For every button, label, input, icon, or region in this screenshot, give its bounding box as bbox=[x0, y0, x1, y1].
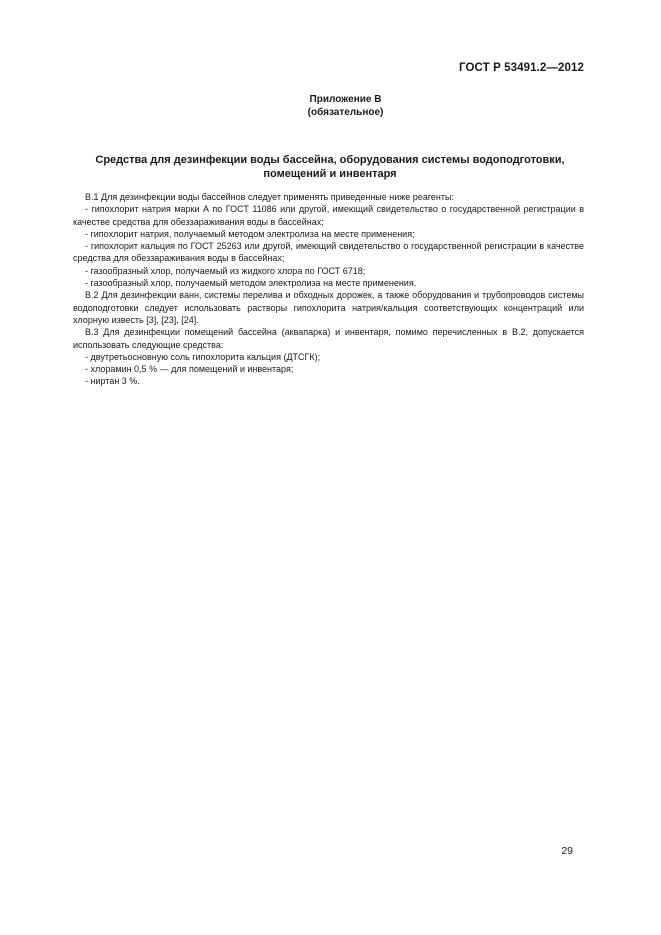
list-item: - двутретьосновную соль гипохлорита кальция (ДТСГК); bbox=[85, 351, 321, 362]
section-title-line-1: Средства для дезинфекции воды бассейна, оборудования системы водоподготовки, bbox=[95, 154, 565, 166]
section-title-line-2: помещений и инвентаря bbox=[263, 168, 397, 180]
list-item: - гипохлорит натрия марки А по ГОСТ 11086 или другой, имеющий свидетельство о государственной регистрации в качестве средства для обеззараживания воды в бассейнах; bbox=[73, 204, 584, 227]
paragraph-b3: В.3 Для дезинфекции помещений бассейна (аквапарка) и инвентаря, помимо перечисленных в В.2, допускается использовать следующие средства: bbox=[73, 327, 584, 350]
paragraph-b1: В.1 Для дезинфекции воды бассейнов следует применять приведенные ниже реагенты: bbox=[85, 192, 454, 202]
list-item: - ниртан 3 %. bbox=[85, 376, 140, 387]
list-item: - хлорамин 0,5 % — для помещений и инвентаря; bbox=[85, 364, 294, 375]
list-item: - гипохлорит натрия, получаемый методом электролиза на месте применения; bbox=[85, 228, 415, 239]
body-text bbox=[73, 191, 584, 388]
annex-status: (обязательное) bbox=[307, 107, 384, 118]
annex-title: Приложение В bbox=[309, 94, 382, 105]
list-item: - газообразный хлор, получаемый методом электролиза на месте применения. bbox=[85, 278, 417, 289]
section-title bbox=[70, 153, 590, 181]
paragraph-b2: В.2 Для дезинфекции ванн, системы перелива и обходных дорожек, а также оборудования и трубопроводов системы водоподготовки следует использовать растворы гипохлорита натрия/кальция соответствующих концентраций или хлорную известь [3], [23], [24]. bbox=[73, 290, 584, 325]
page-number: 29 bbox=[561, 845, 573, 857]
document-code: ГОСТ Р 53491.2—2012 bbox=[459, 62, 584, 74]
list-item: - гипохлорит кальция по ГОСТ 25263 или другой, имеющий свидетельство о государственной регистрации в качестве средства для обеззараживания воды в бассейнах; bbox=[73, 241, 584, 264]
list-item: - газообразный хлор, получаемый из жидкого хлора по ГОСТ 6718; bbox=[85, 265, 366, 276]
annex-heading bbox=[0, 93, 661, 119]
